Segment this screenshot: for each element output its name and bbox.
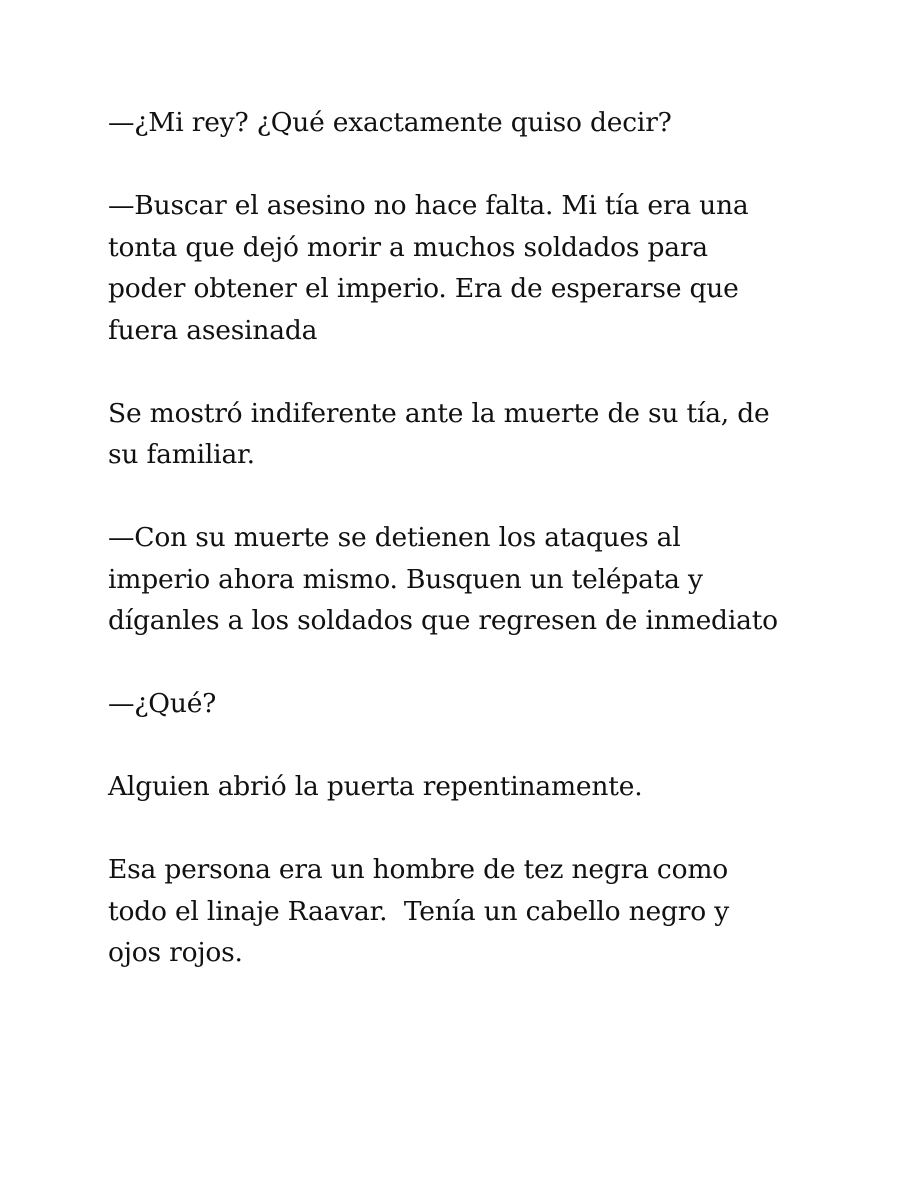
dialogue-paragraph: —¿Mi rey? ¿Qué exactamente quiso decir? [108, 107, 672, 138]
dialogue-paragraph: —Con su muerte se detienen los ataques al imperio ahora mismo. Busquen un telépata y díganles a los soldados que regresen de inmediato [108, 522, 778, 636]
dialogue-paragraph: —Buscar el asesino no hace falta. Mi tía era una tonta que dejó morir a muchos soldados para poder obtener el imperio. Era de esperarse que fuera asesinada [108, 190, 757, 346]
dialogue-paragraph: —¿Qué? [108, 688, 217, 719]
narration-paragraph: Alguien abrió la puerta repentinamente. [108, 771, 643, 802]
document-page [108, 102, 788, 974]
narration-paragraph: Esa persona era un hombre de tez negra como todo el linaje Raavar. Tenía un cabello negro y ojos rojos. [108, 854, 738, 968]
narration-paragraph: Se mostró indiferente ante la muerte de su tía, de su familiar. [108, 397, 778, 470]
